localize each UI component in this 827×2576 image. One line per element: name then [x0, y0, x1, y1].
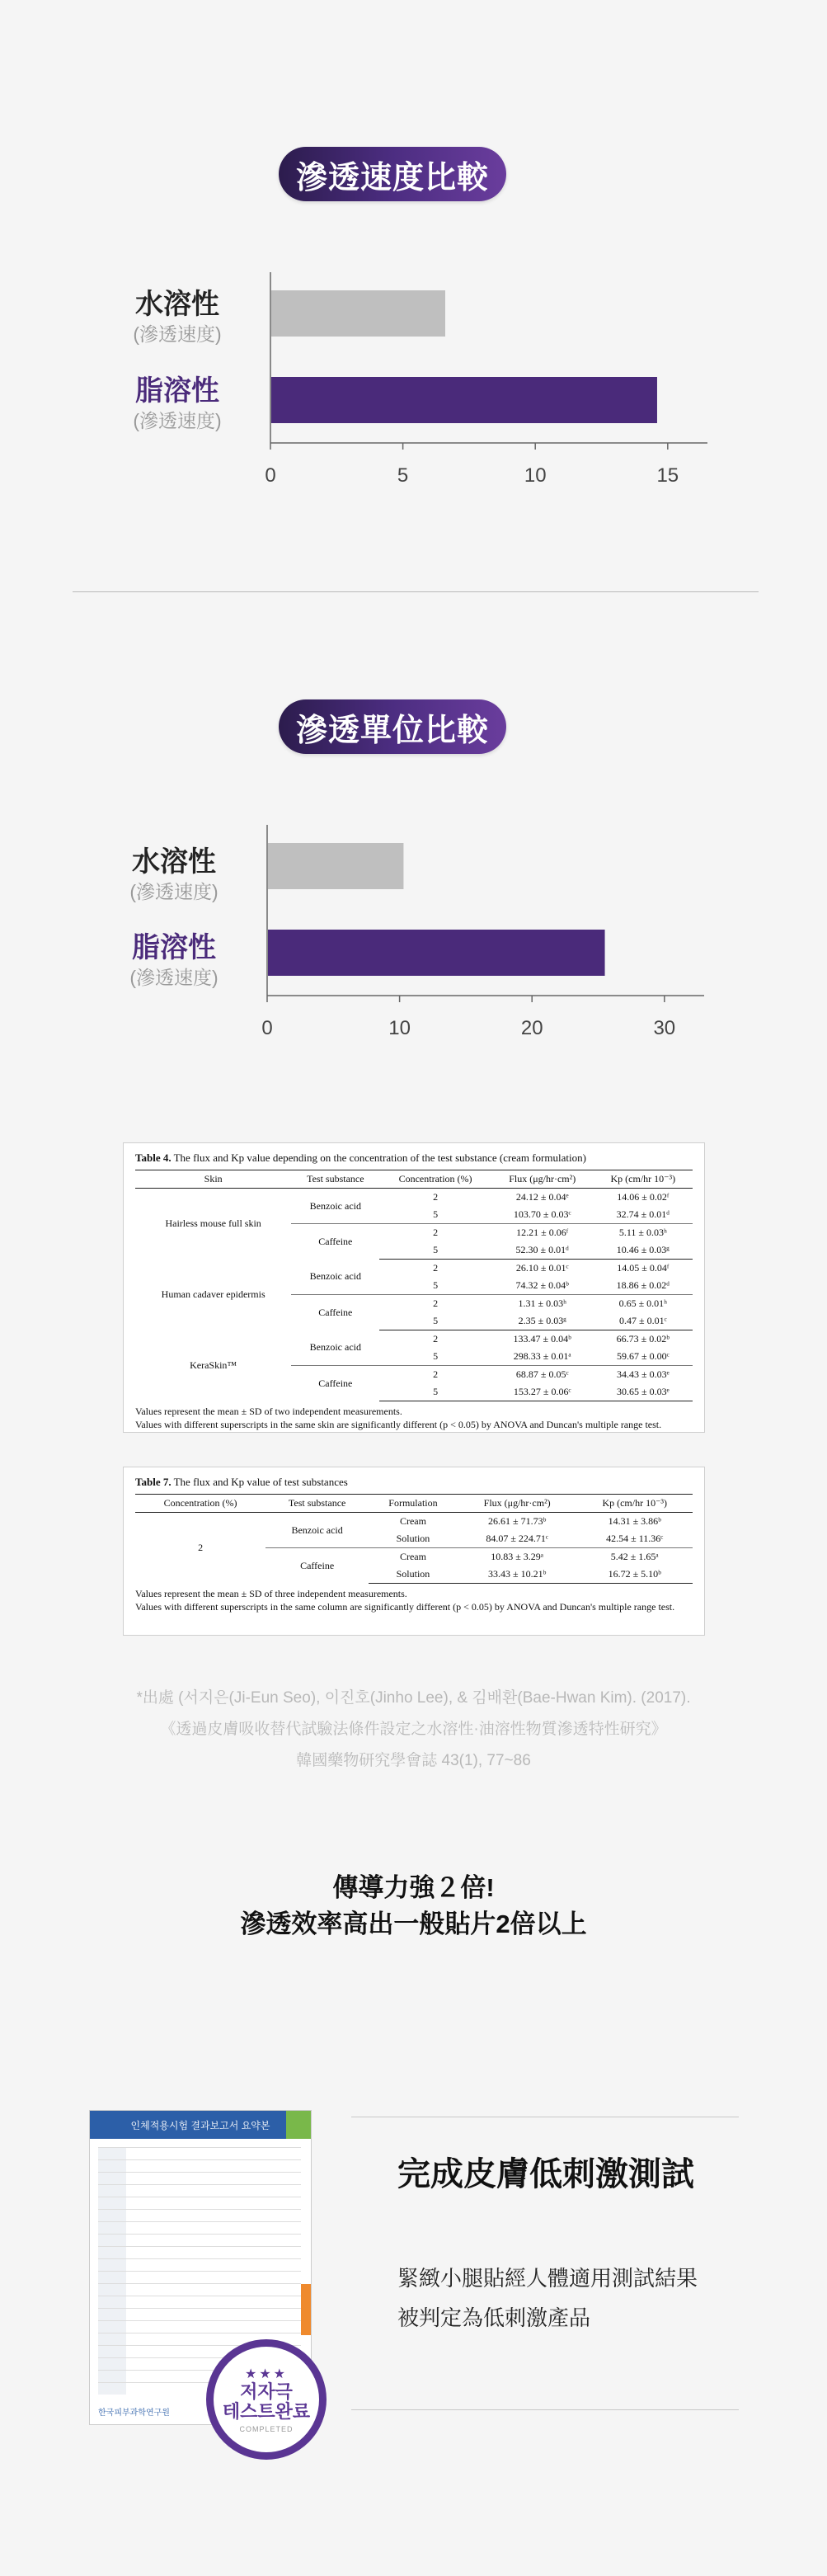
table-cell: 33.43 ± 10.21ᵇ: [458, 1566, 577, 1584]
report-header: [90, 2111, 311, 2139]
headline: [0, 1870, 827, 1943]
unit-bar-chart: [244, 825, 739, 1056]
table-cell: KeraSkin™: [190, 1359, 237, 1371]
table4-note-1: Values represent the mean ± SD of two independent measurements.: [135, 1406, 402, 1417]
chart1-row-water: [124, 290, 231, 344]
chart2-bar-2: [268, 930, 605, 976]
low-irritation-badge: [206, 2339, 327, 2460]
table4-caption-label: Table 4.: [135, 1151, 172, 1164]
headline-line-1: 傳導力強２倍!: [332, 1873, 495, 1902]
table-cell: Caffeine: [265, 1548, 369, 1584]
table4-caption-text: The flux and Kp value depending on the concentration of the test substance (cream formulation): [171, 1151, 586, 1164]
table4-header-cell: Skin: [135, 1170, 291, 1189]
chart1-tick-label-5: 5: [397, 464, 409, 487]
table-cell: 26.10 ± 0.01ᶜ: [515, 1262, 569, 1274]
chart2-row-oil-sub: (滲透速度): [129, 967, 218, 988]
chart1-row-oil-title: 脂溶性: [135, 375, 219, 407]
table4-image: [123, 1142, 705, 1433]
table-cell: 24.12 ± 0.04ᵉ: [515, 1191, 569, 1203]
table-cell: Cream: [399, 1515, 426, 1527]
table-cell: 30.65 ± 0.03ᵉ: [594, 1383, 693, 1401]
table4-note-2: Values with different superscripts in the same skin are significantly different (p < 0.05) by ANOVA and Duncan's multiple range test.: [135, 1419, 662, 1431]
report-line: [98, 2320, 301, 2321]
report-line: [98, 2221, 301, 2222]
table7-header-cell: Flux (μg/hr·cm²): [458, 1495, 577, 1513]
table7-image: [123, 1467, 705, 1636]
chart2-row-oil: [120, 934, 228, 987]
table-cell: 5: [433, 1208, 439, 1220]
chart2-bar-1: [268, 843, 403, 889]
report-line: [98, 2184, 301, 2185]
speed-bar-chart: [247, 272, 742, 503]
table-cell: 12.21 ± 0.06ᶠ: [491, 1224, 594, 1242]
table4-caption: [135, 1151, 693, 1165]
chart2-tick-label-20: 20: [520, 1017, 543, 1039]
table-cell: 14.05 ± 0.04ᶠ: [617, 1262, 670, 1274]
report-line: [98, 2172, 301, 2173]
table-cell: 14.31 ± 3.86ᵇ: [608, 1515, 661, 1527]
badge-completed: COMPLETED: [239, 2425, 294, 2433]
table-cell: 103.70 ± 0.03ᶜ: [513, 1208, 571, 1220]
badge-stars-icon: ★★★: [244, 2367, 289, 2381]
chart1-row-water-sub: (滲透速度): [133, 323, 222, 345]
table-cell: 2: [379, 1224, 491, 1242]
table-cell: Human cadaver epidermis: [161, 1288, 265, 1300]
table4-header-cell: Kp (cm/hr 10⁻³): [594, 1170, 693, 1189]
table-cell: 84.07 ± 224.71ᶜ: [486, 1533, 548, 1544]
table-cell: 2.35 ± 0.03ᵍ: [491, 1312, 594, 1330]
table-cell: 5: [433, 1350, 439, 1362]
table4-header-cell: Test substance: [291, 1170, 379, 1189]
chart1-tick-label-15: 15: [656, 464, 679, 487]
table-cell: 2: [379, 1366, 491, 1384]
table-row: [135, 1260, 693, 1278]
table-cell: Solution: [396, 1533, 430, 1544]
table-cell: Benzoic acid: [309, 1199, 361, 1212]
report-orange-marker: [301, 2284, 311, 2335]
table-cell: 52.30 ± 0.01ᵈ: [491, 1241, 594, 1260]
chart1-row-oil-sub: (滲透速度): [133, 410, 222, 431]
report-desc-line-1: 緊緻小腿貼經人體適用測試結果: [397, 2266, 698, 2291]
table7-note-2: Values with different superscripts in the same column are significantly different (p < 0.05) by ANOVA and Duncan's multiple range test.: [135, 1601, 675, 1613]
chart1-bar-1: [271, 290, 445, 337]
section-pill-speed: 滲透速度比較: [279, 147, 506, 201]
report-line: [98, 2209, 301, 2210]
citation-line-2: 《透過皮膚吸收替代試驗法條件設定之水溶性·油溶性物質滲透特性研究》: [160, 1721, 667, 1738]
table-cell: 2: [433, 1262, 439, 1274]
table-cell: Hairless mouse full skin: [165, 1217, 261, 1230]
table-cell: 1.31 ± 0.03ʰ: [491, 1295, 594, 1313]
table-cell: 32.74 ± 0.01ᵈ: [616, 1208, 670, 1220]
table-cell: Cream: [369, 1548, 458, 1566]
table7-notes: [135, 1587, 693, 1613]
report-description: [397, 2258, 698, 2338]
chart2-row-water-sub: (滲透速度): [129, 881, 218, 902]
chart2-row-water: [120, 848, 228, 902]
chart1-row-oil: [124, 377, 231, 431]
table7: [135, 1494, 693, 1584]
table-cell: 133.47 ± 0.04ᵇ: [513, 1333, 571, 1345]
table7-header-cell: Test substance: [265, 1495, 369, 1513]
table-cell: Caffeine: [291, 1224, 379, 1260]
table-cell: 16.72 ± 5.10ᵇ: [576, 1566, 693, 1584]
table-cell: Solution: [369, 1566, 458, 1584]
report-footer: 한국피부과학연구원: [98, 2409, 170, 2418]
table-cell: Benzoic acid: [309, 1341, 361, 1354]
table-cell: 10.83 ± 3.29ᵃ: [458, 1548, 577, 1566]
table4-header-cell: Flux (μg/hr·cm²): [491, 1170, 594, 1189]
table-cell: 26.61 ± 71.73ᵇ: [488, 1515, 547, 1527]
table4: [135, 1170, 693, 1401]
table7-header-cell: Formulation: [369, 1495, 458, 1513]
chart2-row-water-title: 水溶性: [132, 846, 216, 878]
table-row: [135, 1330, 693, 1349]
table-cell: 0.47 ± 0.01ᶜ: [594, 1312, 693, 1330]
table-cell: 5.11 ± 0.03ʰ: [594, 1224, 693, 1242]
table-cell: 10.46 ± 0.03ᵍ: [594, 1241, 693, 1260]
table-cell: 66.73 ± 0.02ᵇ: [616, 1333, 670, 1345]
report-title: 完成皮膚低刺激測試: [397, 2156, 694, 2192]
table-row: [135, 1189, 693, 1207]
table-cell: Caffeine: [291, 1295, 379, 1330]
table-cell: 2: [433, 1191, 439, 1203]
chart1-tick-label-0: 0: [265, 464, 276, 487]
chart2-tick-label-10: 10: [388, 1017, 411, 1039]
table-cell: 34.43 ± 0.03ᵉ: [594, 1366, 693, 1384]
table7-note-1: Values represent the mean ± SD of three independent measurements.: [135, 1588, 407, 1599]
table7-header-cell: Concentration (%): [135, 1495, 265, 1513]
table-cell: 5: [379, 1241, 491, 1260]
report-line: [98, 2147, 301, 2148]
report-bottom-rule: [351, 2409, 739, 2410]
chart2-tick-label-30: 30: [653, 1017, 676, 1039]
table-cell: Benzoic acid: [309, 1270, 361, 1283]
table-cell: 14.06 ± 0.02ᶠ: [617, 1191, 670, 1203]
chart2-row-oil-title: 脂溶性: [132, 932, 216, 963]
table-cell: Caffeine: [291, 1366, 379, 1401]
section-pill-unit: 滲透單位比較: [279, 699, 506, 754]
badge-line-1: 저자극: [240, 2381, 293, 2402]
table-cell: 298.33 ± 0.01ᵃ: [513, 1350, 571, 1362]
report-line: [98, 2271, 301, 2272]
table-cell: 5: [379, 1383, 491, 1401]
badge-line-2: 테스트완료: [222, 2401, 311, 2422]
table-cell: 42.54 ± 11.36ᶜ: [606, 1533, 664, 1544]
report-line: [98, 2246, 301, 2247]
table-cell: 0.65 ± 0.01ʰ: [594, 1295, 693, 1313]
table-cell: 2: [433, 1333, 439, 1345]
table-cell: 5: [379, 1312, 491, 1330]
table4-notes: [135, 1405, 693, 1431]
table7-caption: [135, 1476, 693, 1489]
citation: [0, 1683, 827, 1777]
table-cell: 68.87 ± 0.05ᶜ: [491, 1366, 594, 1384]
table-row: [135, 1513, 693, 1531]
table-cell: 5.42 ± 1.65ᵃ: [576, 1548, 693, 1566]
table-cell: 2: [379, 1295, 491, 1313]
table-cell: 2: [198, 1542, 204, 1554]
report-line: [98, 2308, 301, 2309]
citation-line-3: 韓國藥物研究學會誌 43(1), 77~86: [296, 1752, 531, 1769]
table7-header-cell: Kp (cm/hr 10⁻³): [576, 1495, 693, 1513]
chart1-tick-label-10: 10: [524, 464, 547, 487]
section-divider: [73, 591, 759, 592]
table-cell: 153.27 ± 0.06ᶜ: [491, 1383, 594, 1401]
table-cell: Benzoic acid: [291, 1523, 343, 1536]
report-desc-line-2: 被判定為低刺激產品: [397, 2305, 591, 2330]
table-cell: 18.86 ± 0.02ᵈ: [616, 1279, 670, 1291]
table-cell: 59.67 ± 0.00ᶜ: [616, 1350, 670, 1362]
report-line: [98, 2234, 301, 2235]
table-cell: 5: [433, 1279, 439, 1291]
report-line: [98, 2159, 301, 2160]
table-cell: 74.32 ± 0.04ᵇ: [515, 1279, 569, 1291]
table4-header-cell: Concentration (%): [379, 1170, 491, 1189]
report-header-title: 인체적용시험 결과보고서 요약본: [130, 2119, 270, 2131]
headline-line-2: 滲透效率高出一般貼片2倍以上: [240, 1910, 587, 1938]
report-line: [98, 2258, 301, 2259]
table7-caption-text: The flux and Kp value of test substances: [171, 1476, 348, 1488]
chart2-tick-label-0: 0: [261, 1017, 273, 1039]
table7-caption-label: Table 7.: [135, 1476, 172, 1488]
chart1-bar-2: [271, 377, 657, 423]
report-header-tab: [286, 2111, 311, 2139]
citation-line-1: *出處 (서지은(Ji-Eun Seo), 이진호(Jinho Lee), & 김배환(Bae-Hwan Kim). (2017).: [136, 1689, 691, 1707]
report-line: [98, 2283, 301, 2284]
chart1-row-water-title: 水溶性: [135, 289, 219, 320]
